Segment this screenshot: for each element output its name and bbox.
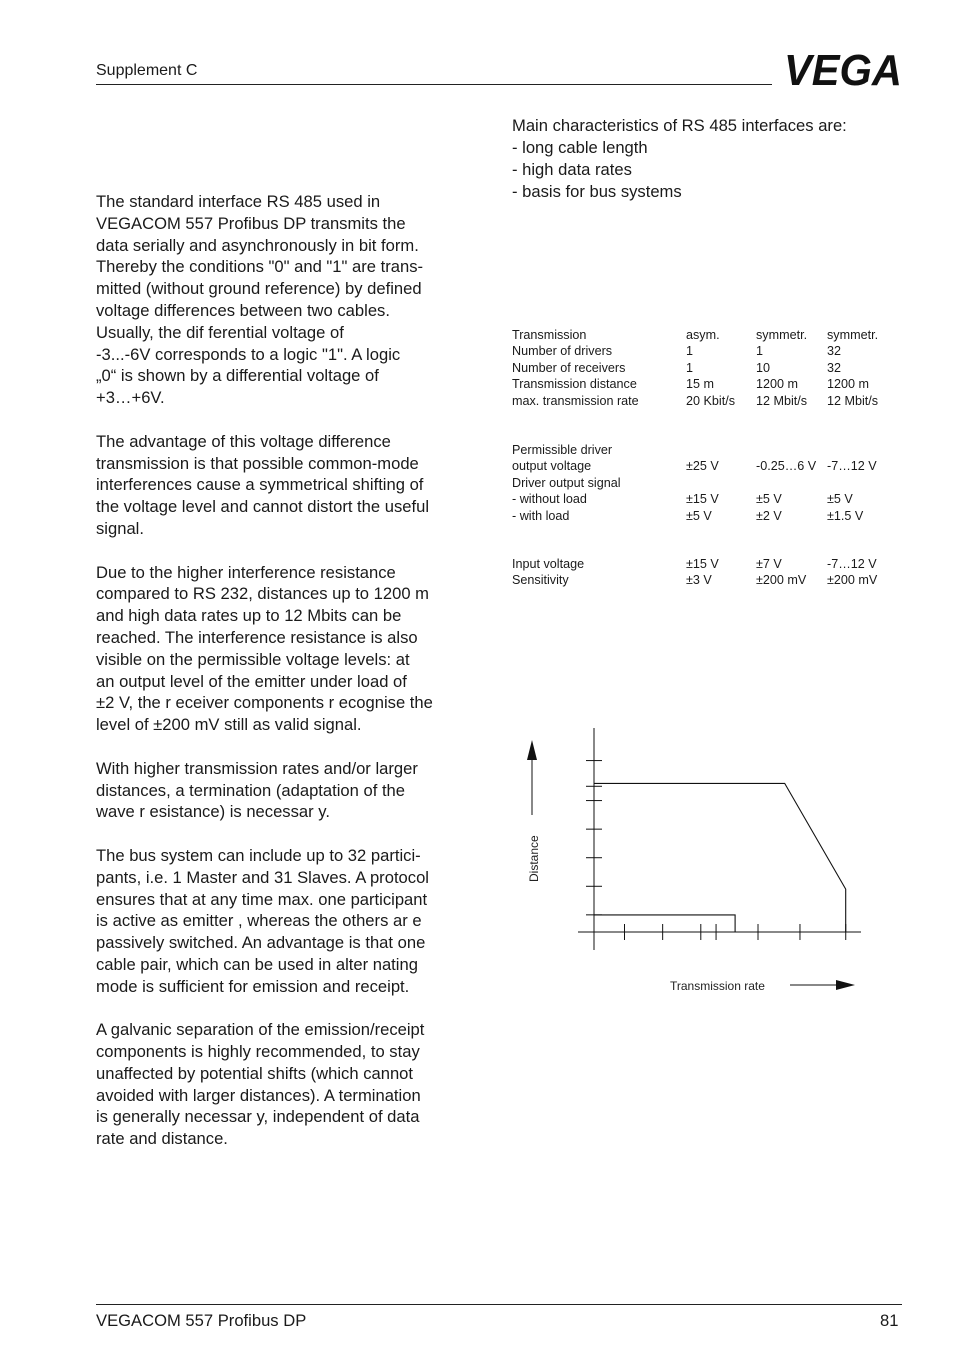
- intro-line: Main characteristics of RS 485 interfaces are:: [512, 116, 847, 135]
- table-cell: ±5 V: [756, 492, 782, 507]
- text-line: VEGACOM 557 Profibus DP transmits the: [96, 213, 406, 233]
- bullet-item: - high data rates: [512, 160, 632, 179]
- text-line: interferences cause a symmetrical shifting of: [96, 475, 424, 495]
- text-line: distances, a termination (adaptation of the: [96, 780, 406, 800]
- table-cell: 20 Kbit/s: [686, 393, 736, 408]
- series-line: [594, 915, 735, 932]
- footer-title: VEGACOM 557 Profibus DP: [96, 1311, 307, 1330]
- table-cell: ±200 mV: [827, 573, 878, 588]
- table-cell: - without load: [512, 492, 587, 507]
- paragraph: [96, 758, 488, 823]
- text-line: „0“ is shown by a differential voltage of: [96, 366, 379, 386]
- table-cell: output voltage: [512, 459, 592, 474]
- text-line: cable pair, which can be used in alter nating: [96, 954, 418, 974]
- text-line: ±2 V, the r eceiver components r ecognise the: [96, 693, 433, 713]
- bullet-item: - basis for bus systems: [512, 182, 682, 201]
- text-line: -3...-6V corresponds to a logic "1". A logic: [96, 344, 401, 364]
- table-cell: 1: [686, 360, 694, 375]
- logo-text: VEGA: [784, 52, 902, 88]
- vega-logo: [784, 52, 902, 88]
- table-cell: 1: [686, 344, 694, 359]
- table-cell: ±15 V: [686, 492, 719, 507]
- table-cell: 1: [756, 344, 764, 359]
- x-axis-label: Transmission rate: [670, 979, 765, 993]
- x-arrow-head: [836, 980, 855, 990]
- table-cell: ±5 V: [827, 492, 853, 507]
- footer-rule: [96, 1304, 902, 1305]
- table-cell: ±3 V: [686, 573, 712, 588]
- paragraph: [96, 191, 488, 409]
- text-line: and high data rates up to 12 Mbits can be: [96, 606, 402, 626]
- text-line: visible on the permissible voltage levels: at: [96, 649, 410, 669]
- bullet-item: - long cable length: [512, 138, 648, 157]
- section-label: Supplement C: [96, 62, 198, 79]
- text-line: voltage differences between two cables.: [96, 300, 390, 320]
- text-line: A galvanic separation of the emission/receipt: [96, 1020, 425, 1040]
- body-text: [96, 191, 488, 1172]
- text-line: level of ±200 mV still as valid signal.: [96, 715, 362, 735]
- page-number: 81: [880, 1311, 899, 1330]
- text-line: rate and distance.: [96, 1129, 228, 1149]
- table-cell: 12 Mbit/s: [827, 393, 879, 408]
- text-line: the voltage level and cannot distort the useful: [96, 497, 430, 517]
- text-line: data serially and asynchronously in bit form.: [96, 235, 419, 255]
- y-arrow-head: [527, 740, 537, 760]
- table-cell: Transmission: [512, 328, 587, 342]
- table-cell: Sensitivity: [512, 573, 569, 588]
- table-cell: max. transmission rate: [512, 393, 639, 408]
- table-cell: ±2 V: [756, 508, 782, 523]
- table-cell: Driver output signal: [512, 475, 621, 490]
- table-cell: 10: [756, 360, 771, 375]
- table-cell: asym.: [686, 328, 720, 342]
- table-cell: 32: [827, 360, 842, 375]
- paragraph: [96, 431, 488, 540]
- text-line: is active as emitter , whereas the others ar e: [96, 911, 422, 931]
- table-cell: Permissible driver: [512, 443, 613, 457]
- text-line: avoided with larger distances). A termination: [96, 1085, 421, 1105]
- table-cell: -7…12 V: [827, 459, 877, 474]
- header-rule: [96, 84, 772, 85]
- table-cell: Number of receivers: [512, 360, 626, 375]
- table-cell: -0.25…6 V: [756, 459, 817, 474]
- table-cell: ±7 V: [756, 557, 782, 571]
- distance-rate-chart: [500, 720, 880, 1010]
- text-line: components is highly recommended, to stay: [96, 1042, 420, 1062]
- text-line: Thereby the conditions "0" and "1" are trans-: [96, 257, 424, 277]
- table-cell: 32: [827, 344, 842, 359]
- text-line: signal.: [96, 518, 144, 538]
- series-line: [594, 783, 846, 932]
- text-line: wave r esistance) is necessar y.: [96, 802, 330, 822]
- table-cell: Number of drivers: [512, 344, 613, 359]
- table-cell: 1200 m: [827, 377, 870, 392]
- characteristics-intro: [512, 115, 847, 203]
- table-cell: Input voltage: [512, 557, 585, 571]
- text-line: is generally necessar y, independent of data: [96, 1107, 420, 1127]
- text-line: passively switched. An advantage is that one: [96, 933, 426, 953]
- text-line: mitted (without ground reference) by defined: [96, 279, 422, 299]
- table-cell: ±1.5 V: [827, 508, 864, 523]
- text-line: an output level of the emitter under load of: [96, 671, 407, 691]
- paragraph: [96, 845, 488, 998]
- table-cell: 1200 m: [756, 377, 799, 392]
- text-line: +3…+6V.: [96, 388, 165, 408]
- text-line: unaffected by potential shifts (which cannot: [96, 1063, 414, 1083]
- table-cell: symmetr.: [756, 328, 808, 342]
- y-axis-label: Distance: [527, 835, 541, 882]
- table-cell: -7…12 V: [827, 557, 877, 571]
- table-cell: 12 Mbit/s: [756, 393, 808, 408]
- text-line: Usually, the dif ferential voltage of: [96, 322, 344, 342]
- text-line: The bus system can include up to 32 partici-: [96, 845, 421, 865]
- text-line: The standard interface RS 485 used in: [96, 192, 381, 211]
- table-cell: symmetr.: [827, 328, 879, 342]
- text-line: With higher transmission rates and/or larger: [96, 758, 418, 778]
- text-line: Due to the higher interference resistance: [96, 562, 396, 582]
- text-line: mode is sufficient for emission and receipt.: [96, 976, 410, 996]
- paragraph: [96, 1019, 488, 1150]
- text-line: reached. The interference resistance is also: [96, 627, 418, 647]
- paragraph: [96, 562, 488, 736]
- table-cell: ±200 mV: [756, 573, 807, 588]
- text-line: compared to RS 232, distances up to 1200 m: [96, 584, 429, 604]
- table-cell: - with load: [512, 508, 570, 523]
- text-line: pants, i.e. 1 Master and 31 Slaves. A protocol: [96, 867, 429, 887]
- text-line: The advantage of this voltage difference: [96, 431, 391, 451]
- table-cell: ±15 V: [686, 557, 719, 571]
- text-line: ensures that at any time max. one participant: [96, 889, 428, 909]
- table-cell: 15 m: [686, 377, 714, 392]
- table-cell: ±5 V: [686, 508, 712, 523]
- text-line: transmission is that possible common-mode: [96, 453, 419, 473]
- table-cell: Transmission distance: [512, 377, 637, 392]
- table-cell: ±25 V: [686, 459, 719, 474]
